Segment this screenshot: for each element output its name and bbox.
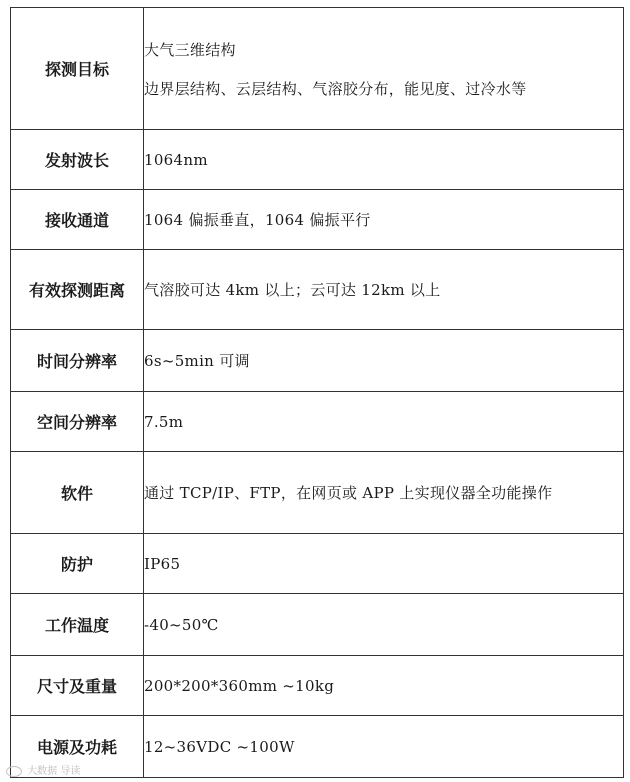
value-line: 大气三维结构	[144, 40, 236, 59]
row-label: 电源及功耗	[11, 716, 144, 778]
row-value	[144, 716, 624, 778]
row-value	[144, 250, 624, 330]
table-row	[11, 594, 624, 656]
spec-table	[10, 7, 624, 778]
row-label: 工作温度	[11, 594, 144, 656]
value-line: 边界层结构、云层结构、气溶胶分布，能见度、过冷水等	[144, 79, 527, 98]
row-label: 防护	[11, 534, 144, 594]
table-row	[11, 250, 624, 330]
table-row	[11, 330, 624, 392]
value-line: 通过 TCP/IP、FTP，在网页或 APP 上实现仪器全功能操作	[144, 484, 553, 502]
table-row	[11, 130, 624, 190]
row-label: 探测目标	[11, 8, 144, 130]
row-value	[144, 594, 624, 656]
row-value	[144, 8, 624, 130]
row-value	[144, 452, 624, 534]
value-line: 气溶胶可达 4km 以上；云可达 12km 以上	[144, 281, 441, 299]
row-value	[144, 656, 624, 716]
row-label: 发射波长	[11, 130, 144, 190]
value-line: IP65	[144, 554, 181, 573]
table-row	[11, 452, 624, 534]
row-label: 有效探测距离	[11, 250, 144, 330]
row-value	[144, 534, 624, 594]
table-row	[11, 716, 624, 778]
row-value	[144, 330, 624, 392]
row-label: 接收通道	[11, 190, 144, 250]
row-label: 时间分辨率	[11, 330, 144, 392]
value-line: 6s~5min 可调	[144, 352, 250, 370]
watermark-text: 大数据 导读	[27, 766, 81, 777]
watermark	[6, 762, 80, 777]
watermark-logo-icon	[6, 766, 22, 777]
value-line: 200*200*360mm ~10kg	[144, 676, 335, 695]
table-row	[11, 8, 624, 130]
row-label: 软件	[11, 452, 144, 534]
value-line: 12~36VDC ~100W	[144, 737, 295, 756]
value-line: 1064nm	[144, 150, 208, 169]
table-row	[11, 190, 624, 250]
table-row	[11, 656, 624, 716]
table-row	[11, 392, 624, 452]
row-label: 尺寸及重量	[11, 656, 144, 716]
value-line: -40~50℃	[144, 615, 219, 634]
value-line: 1064 偏振垂直，1064 偏振平行	[144, 211, 371, 229]
row-value	[144, 392, 624, 452]
row-value	[144, 190, 624, 250]
table-row	[11, 534, 624, 594]
row-value	[144, 130, 624, 190]
row-label: 空间分辨率	[11, 392, 144, 452]
value-line: 7.5m	[144, 412, 184, 431]
